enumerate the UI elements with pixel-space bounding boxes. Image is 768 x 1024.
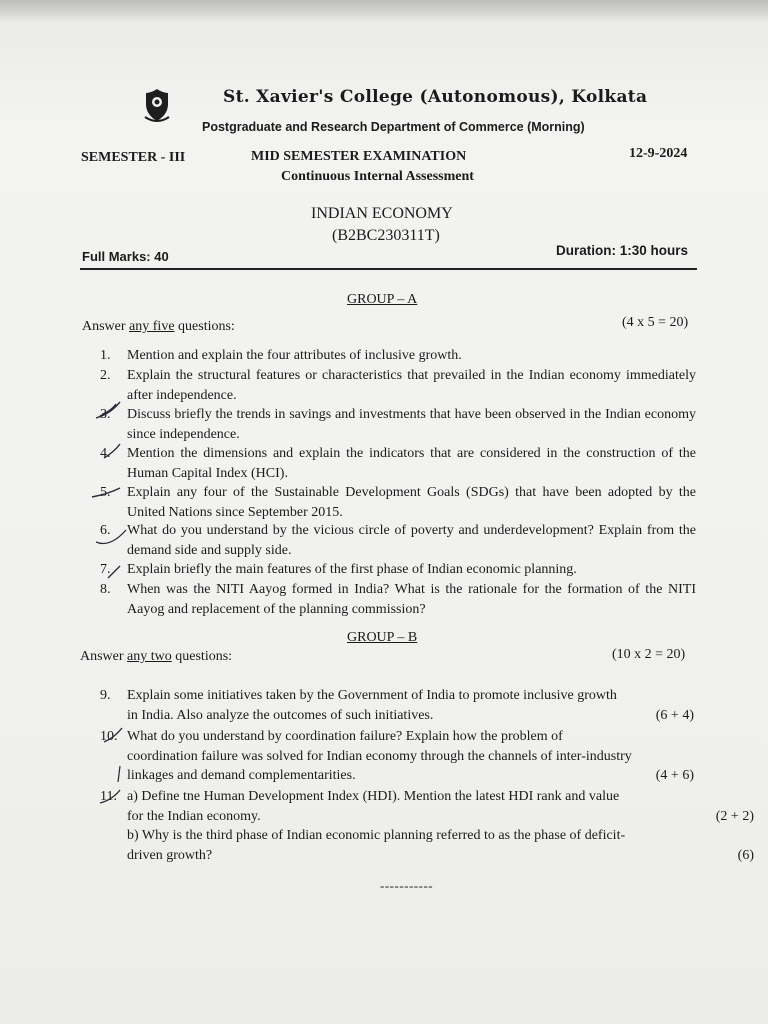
group-a-weight: (4 x 5 = 20) [622, 315, 689, 330]
question-number: 5. [100, 485, 111, 500]
instruction-suffix: questions: [171, 649, 233, 664]
question-number: 4. [100, 446, 111, 461]
question-item [100, 580, 696, 619]
exam-date: 12-9-2024 [629, 146, 688, 161]
question-item [100, 727, 696, 786]
question-number: 2. [100, 368, 111, 383]
question-part-a-text: a) Define tne Human Development Index (HDI). Mention the latest HDI rank and value for the Indian economy. [127, 789, 620, 824]
question-item [100, 405, 696, 444]
header-divider [80, 268, 697, 270]
question-item [100, 787, 754, 865]
question-item [100, 521, 696, 560]
question-marks: (6) [737, 847, 754, 863]
question-text: When was the NITI Aayog formed in India? What is the rationale for the formation of the NITI Aayog and replacement of the planning commission? [127, 582, 696, 617]
question-part-a [127, 787, 754, 826]
question-text: Explain some initiatives taken by the Government of India to promote inclusive growth in India. Also analyze the outcomes of such initiatives. [127, 688, 617, 723]
question-number: 8. [100, 582, 111, 597]
question-item [100, 366, 696, 405]
question-number: 10. [100, 729, 118, 744]
group-b-weight: (10 x 2 = 20) [612, 647, 686, 662]
question-marks: (4 + 6) [655, 768, 694, 783]
semester-label: SEMESTER - III [81, 150, 186, 165]
scan-edge [0, 0, 768, 22]
instruction-suffix: questions: [174, 319, 235, 334]
instruction-choice: any two [127, 649, 172, 664]
end-marker: ----------- [380, 878, 434, 893]
question-number: 11. [100, 789, 117, 804]
question-text: Explain any four of the Sustainable Development Goals (SDGs) that have been adopted by the United Nations since September 2015. [127, 485, 696, 520]
question-text: Mention the dimensions and explain the indicators that are considered in the construction of the Human Capital Index (HCI). [127, 446, 696, 481]
question-text: What do you understand by coordination failure? Explain how the problem of coordination failure was solved for Indian economy through the channels of inter-industry linkages and demand complementarities. [127, 729, 632, 783]
question-item [100, 483, 696, 522]
group-a-title: GROUP – A [347, 292, 418, 307]
question-number: 7. [100, 562, 111, 577]
instruction-prefix: Answer [80, 649, 128, 664]
college-name: St. Xavier's College (Autonomous), Kolkata [223, 87, 648, 107]
question-number: 9. [100, 688, 111, 703]
question-text: Explain briefly the main features of the first phase of Indian economic planning. [127, 562, 577, 577]
college-crest-icon [142, 87, 172, 123]
question-marks: (6 + 4) [655, 707, 694, 723]
department-name: Postgraduate and Research Department of Commerce (Morning) [202, 120, 585, 134]
question-number: 1. [100, 348, 111, 363]
full-marks: Full Marks: 40 [82, 249, 169, 264]
question-text: What do you understand by the vicious circle of poverty and underdevelopment? Explain from the demand side and supply side. [127, 523, 696, 558]
question-text: Discuss briefly the trends in savings and investments that have been observed in the Indian economy since independence. [127, 407, 696, 442]
question-item [100, 346, 696, 366]
group-a-instruction [82, 319, 235, 335]
question-marks: (2 + 2) [715, 808, 754, 824]
question-text: Explain the structural features or characteristics that prevailed in the Indian economy immediately after independence. [127, 368, 696, 403]
instruction-prefix: Answer [82, 319, 130, 334]
question-number: 6. [100, 523, 111, 538]
question-item [100, 686, 696, 725]
group-b-instruction [80, 649, 232, 665]
instruction-choice: any five [129, 319, 175, 334]
group-b-title: GROUP – B [347, 630, 418, 645]
assessment-type: Continuous Internal Assessment [281, 169, 474, 184]
exam-title: MID SEMESTER EXAMINATION [251, 149, 467, 164]
subject-title: INDIAN ECONOMY [311, 205, 453, 222]
question-number: 3. [100, 407, 111, 422]
course-code: (B2BC230311T) [332, 227, 440, 244]
question-item [100, 444, 696, 483]
question-text: Mention and explain the four attributes of inclusive growth. [127, 348, 462, 363]
question-part-b [127, 826, 754, 865]
question-item [100, 560, 696, 580]
question-part-b-text: b) Why is the third phase of Indian economic planning referred to as the phase of deficit-driven growth? [127, 828, 626, 863]
duration: Duration: 1:30 hours [556, 243, 689, 258]
